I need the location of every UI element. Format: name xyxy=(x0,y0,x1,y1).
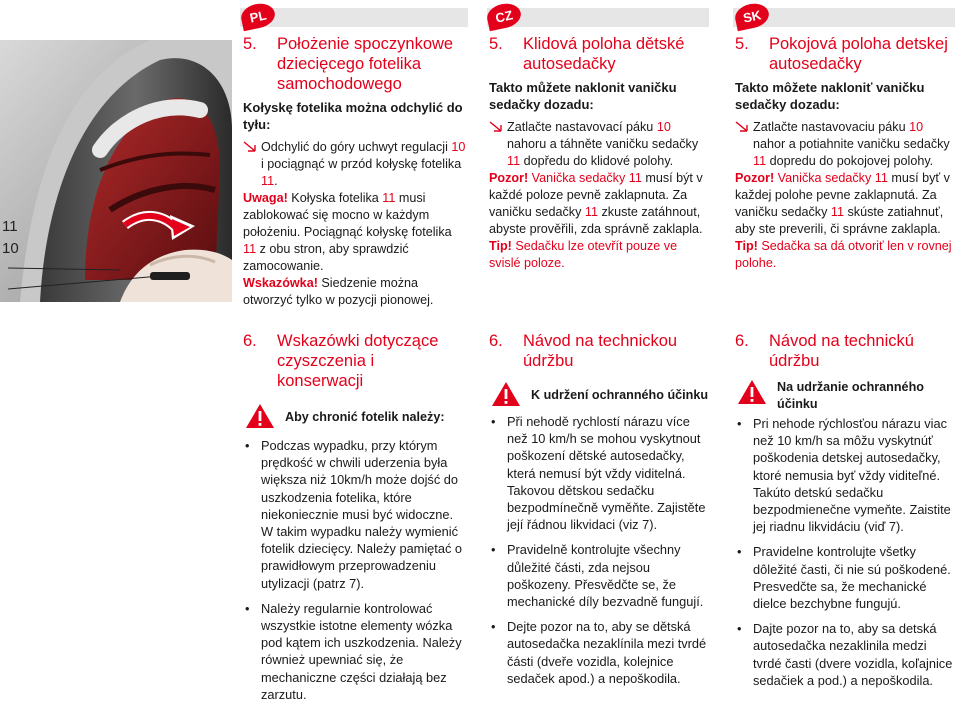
sk-section-5-title: Pokojová poloha detskej autosedačky xyxy=(769,35,948,73)
list-item: • Pravidelne kontrolujte všetky dôležité časti, či nie sú poškodené. Presvedčte sa, že mechanické dielce bezchybne fungujú. xyxy=(737,544,951,612)
cz-warning-label: Pozor! xyxy=(489,171,529,185)
cz-warning-text-c: zkuste zatáhnout, abyste prověřili, zda správně zaklapla. xyxy=(489,205,703,236)
figure-label-10: 10 xyxy=(2,240,19,257)
sk-warning-ref-11b: 11 xyxy=(830,205,844,219)
sk-step-ref-11: 11 xyxy=(753,154,767,168)
cz-warning-text-b: musí být v každé poloze pevně zaklapnuta. Za vaničku sedačky xyxy=(489,171,703,219)
pl-caution xyxy=(243,403,463,433)
pl-bullet-list xyxy=(243,437,463,703)
arrow-bullet-icon xyxy=(735,121,749,133)
pl-step-ref-11: 11 xyxy=(261,174,275,188)
sk-caution xyxy=(735,379,955,413)
sk-warning-text-b: musí byť v každej polohe pevne zaklapnutá. Za vaničku sedačky xyxy=(735,171,950,219)
cz-warning xyxy=(489,170,709,238)
pl-warning-text-a: Kołyska fotelika xyxy=(287,191,383,205)
sk-bullet-list xyxy=(735,415,955,689)
pl-section-5-subheading: Kołyskę fotelika można odchylić do tyłu: xyxy=(243,100,463,132)
sk-section-5-number: 5. xyxy=(735,35,749,53)
pl-tip-text: Siedzenie można otworzyć tylko w pozycji pionowej. xyxy=(243,276,434,307)
sk-caution-text: Na udržanie ochranného účinku xyxy=(777,380,924,411)
sk-section-6-title: Návod na technickú údržbu xyxy=(769,332,914,370)
cz-section-6-title: Návod na technickou údržbu xyxy=(523,332,678,370)
pl-section-6-number: 6. xyxy=(243,332,257,350)
warning-triangle-icon xyxy=(737,379,767,405)
pl-step-text-c: . xyxy=(274,174,278,188)
cz-section-5-subheading: Takto můžete naklonit vaničku sedačky dozadu: xyxy=(489,80,677,112)
cz-section-5-heading xyxy=(489,34,709,74)
pl-tip-label: Wskazówka! xyxy=(243,276,318,290)
sk-section-5-subheading: Takto môžete nakloniť vaničku sedačky dozadu: xyxy=(735,80,925,112)
pl-warning-ref-11: 11 xyxy=(382,191,396,205)
pl-section-6-heading xyxy=(243,331,463,391)
sk-warning-text-a: Vanička sedačky xyxy=(774,171,875,185)
cz-tip-text: Sedačku lze otevřít pouze ve svislé poloze. xyxy=(489,239,678,270)
sk-step-ref-10: 10 xyxy=(909,120,924,134)
list-item: • Dajte pozor na to, aby sa detská autosedačka nezaklinila medzi tvrdé časti (dvere vozidla, koľajnice sedačiek a pod.) a nepoškodila. xyxy=(737,621,953,688)
cz-tip-label: Tip! xyxy=(489,239,512,253)
cz-section-5-number: 5. xyxy=(489,35,503,53)
sk-step-text-b: nahor a potiahnite vaničku sedačky xyxy=(753,137,950,151)
sk-section-6-heading xyxy=(735,331,955,371)
sk-warning-ref-11: 11 xyxy=(874,171,888,185)
list-item: • Należy regularnie kontrolować wszystkie istotne elementy wózka pod kątem ich uszkodzenia. Należy również upewniać się, że mechaniczne części działają bez zarzutu. xyxy=(245,600,462,702)
sk-section-6 xyxy=(735,331,955,697)
car-seat-photo xyxy=(0,40,232,302)
sk-section-5-heading xyxy=(735,34,955,74)
pl-section-5-title: Położenie spoczynkowe dziecięcego fotelika samochodowego xyxy=(277,35,454,93)
sk-warning-text-c: skúste zatiahnuť, aby ste preverili, či správne zaklapla. xyxy=(735,205,944,236)
list-item: • Podczas wypadku, przy którym prędkość w chwili uderzenia była większa niż 10km/h może dojść do uszkodzenia fotelika, które niekoniecznie musi być widoczne. W takim wypadku należy wymienić fotelik dziecięcy. Należy pamiętać o prawidłowym przeprowadzeniu utylizacji (patrz 7). xyxy=(245,438,463,591)
sk-section-5 xyxy=(735,34,955,272)
pl-step xyxy=(243,139,468,190)
cz-step-text-a: Zatlačte nastavovací páku xyxy=(507,120,657,134)
car-seat-illustration xyxy=(0,40,232,302)
cz-caution-text: K udržení ochranného účinku xyxy=(531,388,709,402)
sk-tip-text: Sedačka sa dá otvoriť len v rovnej polohe. xyxy=(735,239,952,270)
figure-label-11: 11 xyxy=(2,218,18,235)
list-item: • Pri nehode rýchlosťou nárazu viac než 10 km/h sa môžu vyskytnúť poškodenia detskej autosedačky, ktoré nemusia byť vždy viditeľné. Takúto detskú sedačku bezpodmienečne vymeňte. Zaistite jej riadnu likvidáciu (viď 7). xyxy=(737,416,951,535)
cz-warning-text-a: Vanička sedačky xyxy=(528,171,629,185)
pl-warning-ref-11b: 11 xyxy=(243,242,257,256)
list-item: • Při nehodě rychlostí nárazu více než 10 km/h se mohou vyskytnout poškození dětské autosedačky, která nemusí být vždy viditelná. Takovou dětskou sedačku bezpodmínečně vyměňte. Zajistěte její řádnou likvidaci (viz 7). xyxy=(491,414,706,533)
pl-section-5-heading xyxy=(243,34,468,94)
cz-caution xyxy=(489,381,709,411)
cz-language-badge: CZ xyxy=(485,1,523,32)
pl-tip xyxy=(243,275,468,309)
sk-warning-label: Pozor! xyxy=(735,171,775,185)
pl-step-ref-10: 10 xyxy=(451,140,466,154)
sk-tip xyxy=(735,238,955,272)
cz-step-text-b: nahoru a táhněte vaničku sedačky xyxy=(507,137,699,151)
pl-warning-text-c: z obu stron, aby sprawdzić zamocowanie. xyxy=(243,242,409,273)
list-item: • Pravidelně kontrolujte všechny důležité části, zda nejsou poškozeny. Přesvědčte se, že mechanické díly bezvadně fungují. xyxy=(491,542,704,610)
sk-step-text-c: dopredu do pokojovej polohy. xyxy=(766,154,934,168)
warning-triangle-icon xyxy=(491,381,521,407)
cz-warning-ref-11b: 11 xyxy=(584,205,598,219)
cz-section-6-heading xyxy=(489,331,709,371)
arrow-bullet-icon xyxy=(243,141,257,153)
sk-language-badge: SK xyxy=(733,1,771,32)
list-item: • Dejte pozor na to, aby se dětská autosedačka nezaklínila mezi tvrdé části (dveře vozidla, kolejnice sedaček apod.) a nepoškodila. xyxy=(491,619,707,686)
cz-bullet-list xyxy=(489,413,709,687)
pl-warning xyxy=(243,190,468,275)
cz-step xyxy=(489,119,709,170)
pl-section-5 xyxy=(243,34,468,309)
sk-tip-label: Tip! xyxy=(735,239,758,253)
pl-section-6-title: Wskazówki dotyczące czyszczenia i konserwacji xyxy=(277,332,439,390)
pl-step-text-a: Odchylić do góry uchwyt regulacji xyxy=(261,140,452,154)
cz-warning-ref-11: 11 xyxy=(628,171,642,185)
pl-warning-text-b: musi zablokować się mocno w każdym położeniu. Pociągnąć kołyskę fotelika xyxy=(243,191,452,239)
cz-step-ref-11: 11 xyxy=(507,154,521,168)
sk-section-6-number: 6. xyxy=(735,332,749,350)
warning-triangle-icon xyxy=(245,403,275,429)
cz-section-6-number: 6. xyxy=(489,332,503,350)
pl-caution-text: Aby chronić fotelik należy: xyxy=(285,410,445,424)
pl-step-text-b: i pociągnąć w przód kołyskę fotelika xyxy=(261,157,462,171)
pl-language-badge: PL xyxy=(239,1,277,32)
cz-step-text-c: dopředu do klidové polohy. xyxy=(520,154,674,168)
cz-section-6 xyxy=(489,331,709,695)
sk-step xyxy=(735,119,955,170)
cz-tip xyxy=(489,238,709,272)
arrow-bullet-icon xyxy=(489,121,503,133)
cz-section-5-title: Klidová poloha dětské autosedačky xyxy=(523,35,685,73)
sk-step-text-a: Zatlačte nastavovaciu páku xyxy=(753,120,910,134)
pl-section-6 xyxy=(243,331,463,711)
sk-warning xyxy=(735,170,955,238)
pl-warning-label: Uwaga! xyxy=(243,191,288,205)
pl-section-5-number: 5. xyxy=(243,35,257,53)
cz-step-ref-10: 10 xyxy=(656,120,671,134)
cz-section-5 xyxy=(489,34,709,272)
